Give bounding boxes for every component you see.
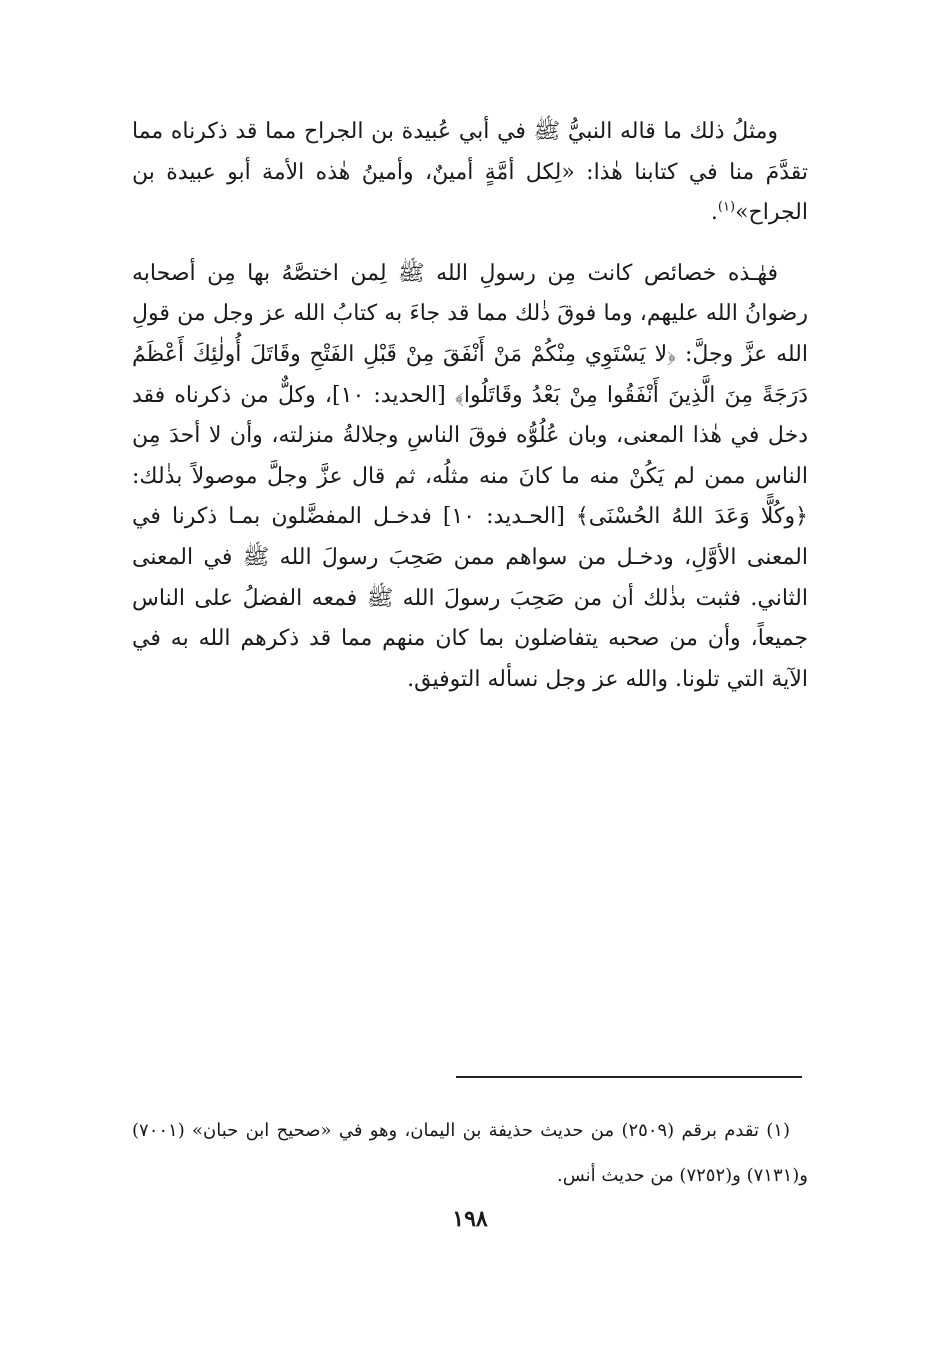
paragraph-1-end: .	[710, 200, 718, 226]
footnote-reference[interactable]: (١)	[717, 199, 736, 215]
paragraph-1-text: ومثلُ ذلك ما قاله النبيُّ ﷺ في أبي عُبيدة بن الجراح مما قد ذكرناه مما تقدَّمَ منا في كتابنا هٰذا: «لِكل أمَّةٍ أمينٌ، وأمينُ هٰذه الأمة أبو عبيدة بن الجراح»	[132, 119, 808, 226]
paragraph-2: فهٰـذه خصائص كانت مِن رسولِ الله ﷺ لِمن اختصَّهُ بها مِن أصحابه رضوانُ الله عليهم، وما فوقَ ذٰلك مما قد جاءَ به كتابُ الله عز وجل من قولِ الله عزَّ وجلَّ: ﴿لا يَسْتَوِي مِنْكُمْ مَنْ أَنْفَقَ مِنْ قَبْلِ الفَتْحِ وقَاتَلَ أُولٰئِكَ أَعْظَمُ دَرَجَةً مِنَ الَّذِينَ أَنْفَقُوا مِنْ بَعْدُ وقَاتَلُوا﴾ [الحديد: ١٠]، وكلٌّ من ذكرناه فقد دخل في هٰذا المعنى، وبان عُلُوُّه فوقَ الناسِ وجلالةُ منزلته، وأن لا أحدَ مِن الناس ممن لم يَكُنْ منه ما كانَ منه مثلُه، ثم قال عزَّ وجلَّ موصولاً بذٰلك: ﴿وكُلًّا وَعَدَ اللهُ الحُسْنَى﴾ [الحـديد: ١٠] فدخـل المفضَّلون بمـا ذكرنا في المعنى الأوَّلِ، ودخـل من سواهم ممن صَحِبَ رسولَ الله ﷺ في المعنى الثاني. فثبت بذٰلك أن من صَحِبَ رسولَ الله ﷺ فمعه الفضلُ على الناس جميعاً، وأن من صحبه يتفاضلون بما كان منهم مما قد ذكرهم الله به في الآية التي تلونا. والله عز وجل نسأله التوفيق.	[132, 260, 808, 692]
page-number: ١٩٨	[452, 1206, 488, 1232]
footnote-divider	[456, 1076, 802, 1078]
footnotes	[132, 1108, 808, 1198]
paragraph-1	[132, 112, 808, 234]
main-text	[132, 112, 808, 700]
footnote-1: (١) تقدم برقم (٢٥٠٩) من حديث حذيفة بن اليمان، وهو في «صحيح ابن حبان» (٧٠٠١) و(٧١٣١) و(٧٢٥٢) من حديث أنس.	[132, 1120, 808, 1186]
